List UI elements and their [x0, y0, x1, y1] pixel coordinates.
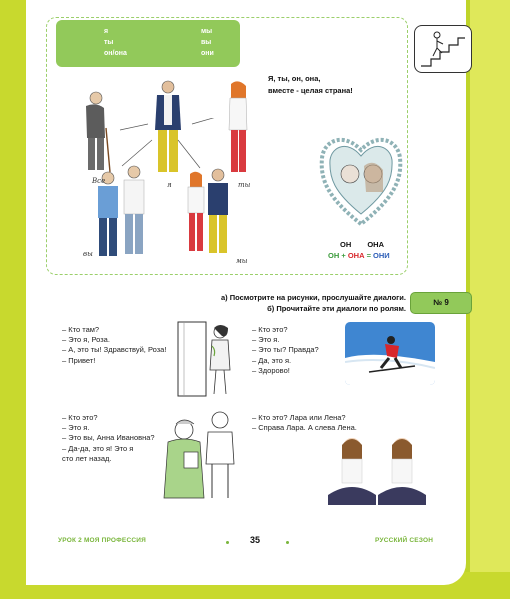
equation-ona: ОНА [347, 251, 365, 260]
page-number: 35 [250, 535, 261, 545]
dialog-1-line: – А, это ты! Здравствуй, Роза! [62, 345, 167, 355]
label-vy: вы [83, 250, 93, 258]
pronoun-table [56, 20, 240, 67]
task-line-a: а) Посмотрите на рисунки, прослушайте диалоги. [221, 293, 406, 302]
twin-girls-photo [322, 433, 432, 513]
dialog-3-line: – Это я. [62, 423, 90, 433]
dialog-2-line: – Кто это? [252, 325, 288, 334]
dialog-1-line: – Это я, Роза. [62, 335, 110, 345]
dialog-2-line: – Да, это я. [252, 355, 292, 365]
dialog-1-line: – Кто там? [62, 325, 100, 334]
label-on: ОН [340, 240, 352, 249]
dialog-2 [252, 325, 319, 376]
equation-plus: + [339, 251, 348, 260]
skier-photo [345, 322, 435, 385]
footer-dot-left [226, 541, 229, 544]
task-line-b: б) Прочитайте эти диалоги по ролям. [267, 304, 406, 313]
label-ty: ты [238, 181, 251, 189]
task-instructions [180, 292, 406, 314]
footer-lesson-title: УРОК 2 МОЯ ПРОФЕССИЯ [58, 537, 146, 544]
footer-dot-right [286, 541, 289, 544]
heart-label-row [340, 240, 384, 249]
dialog-3-line: – Кто это? [62, 413, 98, 422]
dialog-3-line: сто лет назад. [62, 453, 112, 463]
dialog-3-line: – Да-да, это я! Это я [62, 443, 134, 453]
dialog-2-line: – Это ты? Правда? [252, 345, 319, 355]
pronoun-my: мы [201, 28, 213, 35]
on-plus-ona-equation [328, 251, 390, 260]
label-ona: ОНА [367, 240, 385, 249]
heart-illustration [318, 128, 404, 232]
grandmother-boy-illustration [158, 408, 248, 502]
pronoun-ty: ты [104, 39, 114, 46]
pronoun-oni: они [201, 50, 214, 57]
pronoun-on-ona: он/она [104, 50, 127, 57]
right-lime-stripe [470, 0, 510, 599]
pronoun-ya: я [104, 28, 109, 35]
dialog-2-line: – Это я. [252, 335, 280, 345]
stairs-icon [414, 25, 472, 73]
dialog-1-line: – Привет! [62, 355, 96, 365]
left-lime-stripe [0, 0, 26, 599]
equation-on: ОН [328, 251, 340, 260]
label-ya: я [167, 181, 172, 189]
pronoun-rhyme [268, 73, 353, 97]
dialog-2-line: – Здорово! [252, 365, 290, 375]
dialog-3-line: – Это вы, Анна Ивановна? [62, 433, 155, 443]
dialog-3 [62, 413, 155, 464]
rhyme-line-2: вместе - целая страна! [268, 86, 353, 95]
equation-equals: = [364, 251, 374, 260]
dialog-1 [62, 325, 166, 366]
rhyme-line-1: Я, ты, он, она, [268, 74, 321, 83]
label-my: мы [236, 257, 248, 265]
exercise-number-badge: № 9 [410, 292, 472, 314]
label-vse: Все [92, 177, 106, 185]
relation-arrows [100, 118, 230, 198]
dialog-4-line: – Справа Лара. А слева Лена. [252, 423, 357, 433]
dialog-4-line: – Кто это? Лара или Лена? [252, 413, 346, 422]
footer-book-title: РУССКИЙ СЕЗОН [375, 537, 434, 544]
dialog-4 [252, 413, 357, 433]
pronoun-vy: вы [201, 39, 212, 46]
door-girl-illustration [176, 320, 242, 398]
equation-oni: ОНИ [373, 251, 390, 260]
